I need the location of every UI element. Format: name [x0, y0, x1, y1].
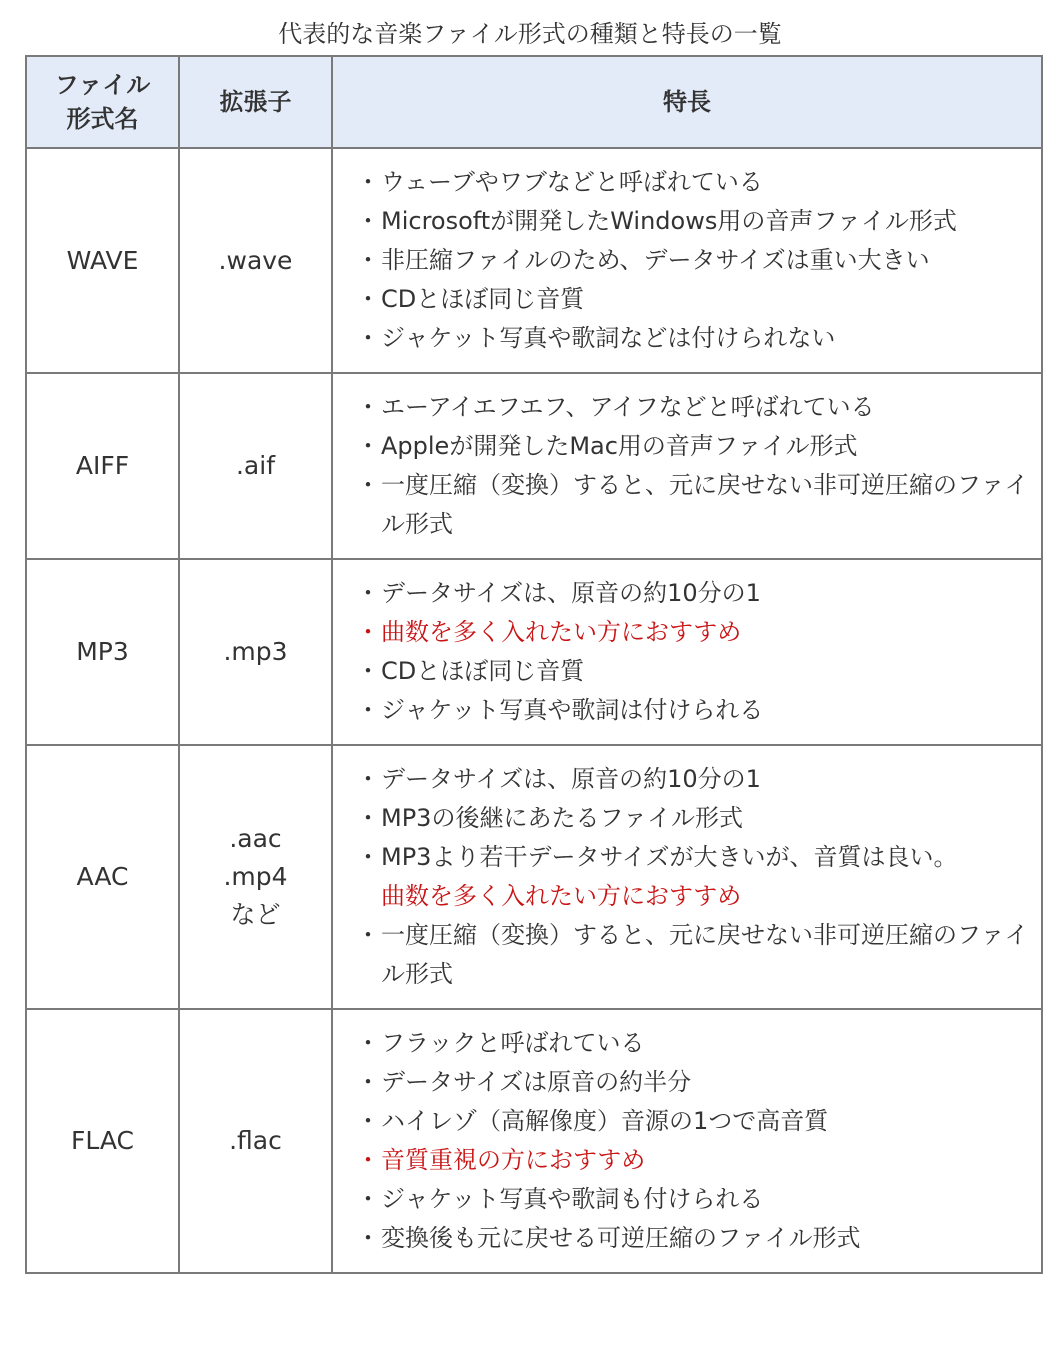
- header-format-name: [26, 56, 179, 148]
- features-cell: [332, 373, 1042, 559]
- format-name-cell: [26, 148, 179, 373]
- feature-item: ・ 非圧縮ファイルのため、データサイズは重い大きい: [355, 241, 1029, 280]
- feature-item: ・ ハイレゾ（高解像度）音源の1つで高音質: [355, 1102, 1029, 1141]
- feature-item-highlight: ・ 音質重視の方におすすめ: [355, 1141, 1029, 1180]
- feature-item-highlight: 曲数を多く入れたい方におすすめ: [381, 882, 742, 910]
- features-cell: [332, 148, 1042, 373]
- feature-item-highlight: ・ 曲数を多く入れたい方におすすめ: [355, 613, 1029, 652]
- header-extension-label: 拡張子: [219, 88, 292, 116]
- features-cell: [332, 559, 1042, 745]
- extension: .mp3: [223, 637, 288, 666]
- header-extension: [179, 56, 332, 148]
- table-body: [26, 148, 1042, 1273]
- format-name-cell: [26, 559, 179, 745]
- feature-item: ・ CDとほぼ同じ音質: [355, 652, 1029, 691]
- feature-item: ・ データサイズは原音の約半分: [355, 1063, 1029, 1102]
- extension-cell: [179, 745, 332, 1009]
- features-cell: [332, 745, 1042, 1009]
- feature-list: [355, 574, 1029, 730]
- feature-item: ・ MP3より若干データサイズが大きいが、音質は良い。: [355, 838, 1029, 877]
- extension-cell: [179, 1009, 332, 1273]
- feature-item: ・ Microsoftが開発したWindows用の音声ファイル形式: [355, 202, 1029, 241]
- header-format-name-label: ファイル 形式名: [54, 71, 151, 133]
- extension: .flac: [229, 1126, 282, 1155]
- feature-item: ・ 一度圧縮（変換）すると、元に戻せない非可逆圧縮のファイル形式: [355, 466, 1029, 544]
- format-name-cell: [26, 373, 179, 559]
- table-header-row: [26, 56, 1042, 148]
- feature-item: ・ データサイズは、原音の約10分の1: [355, 760, 1029, 799]
- feature-list: [355, 163, 1029, 358]
- format-name-cell: [26, 745, 179, 1009]
- extension: .mp4: [223, 862, 288, 891]
- feature-list: [355, 760, 1029, 994]
- format-name: FLAC: [70, 1126, 134, 1155]
- music-format-table: [25, 55, 1043, 1274]
- format-name: AAC: [76, 862, 129, 891]
- extension: .wave: [218, 245, 293, 275]
- feature-item: ・ フラックと呼ばれている: [355, 1024, 1029, 1063]
- feature-item: ・ エーアイエフエフ、アイフなどと呼ばれている: [355, 388, 1029, 427]
- table-row: [26, 745, 1042, 1009]
- format-name: WAVE: [66, 245, 139, 275]
- table-row: [26, 1009, 1042, 1273]
- feature-item: ・ ジャケット写真や歌詞などは付けられない: [355, 319, 1029, 358]
- header-features: [332, 56, 1042, 148]
- feature-item: ・ ジャケット写真や歌詞は付けられる: [355, 691, 1029, 730]
- header-features-label: 特長: [663, 88, 711, 116]
- feature-item: ・ CDとほぼ同じ音質: [355, 280, 1029, 319]
- extension-cell: [179, 148, 332, 373]
- feature-item: ・ 変換後も元に戻せる可逆圧縮のファイル形式: [355, 1219, 1029, 1258]
- feature-list: [355, 388, 1029, 544]
- feature-item: ・ 一度圧縮（変換）すると、元に戻せない非可逆圧縮のファイル形式: [355, 916, 1029, 994]
- feature-item: ・ MP3の後継にあたるファイル形式: [355, 799, 1029, 838]
- table-caption: 代表的な音楽ファイル形式の種類と特長の一覧: [278, 20, 782, 48]
- features-cell: [332, 1009, 1042, 1273]
- table-row: [26, 373, 1042, 559]
- extension: .aif: [235, 451, 275, 480]
- format-name: AIFF: [75, 451, 130, 480]
- feature-item: ・ Appleが開発したMac用の音声ファイル形式: [355, 427, 1029, 466]
- feature-item: ・ ジャケット写真や歌詞も付けられる: [355, 1180, 1029, 1219]
- extension-cell: [179, 559, 332, 745]
- feature-item: ・ データサイズは、原音の約10分の1: [355, 574, 1029, 613]
- format-name: MP3: [76, 637, 129, 666]
- extension: .aac: [229, 824, 282, 853]
- format-name-cell: [26, 1009, 179, 1273]
- extension: など: [230, 900, 281, 929]
- extension-cell: [179, 373, 332, 559]
- feature-list: [355, 1024, 1029, 1258]
- table-row: [26, 559, 1042, 745]
- feature-item: ・ ウェーブやワブなどと呼ばれている: [355, 163, 1029, 202]
- table-row: [26, 148, 1042, 373]
